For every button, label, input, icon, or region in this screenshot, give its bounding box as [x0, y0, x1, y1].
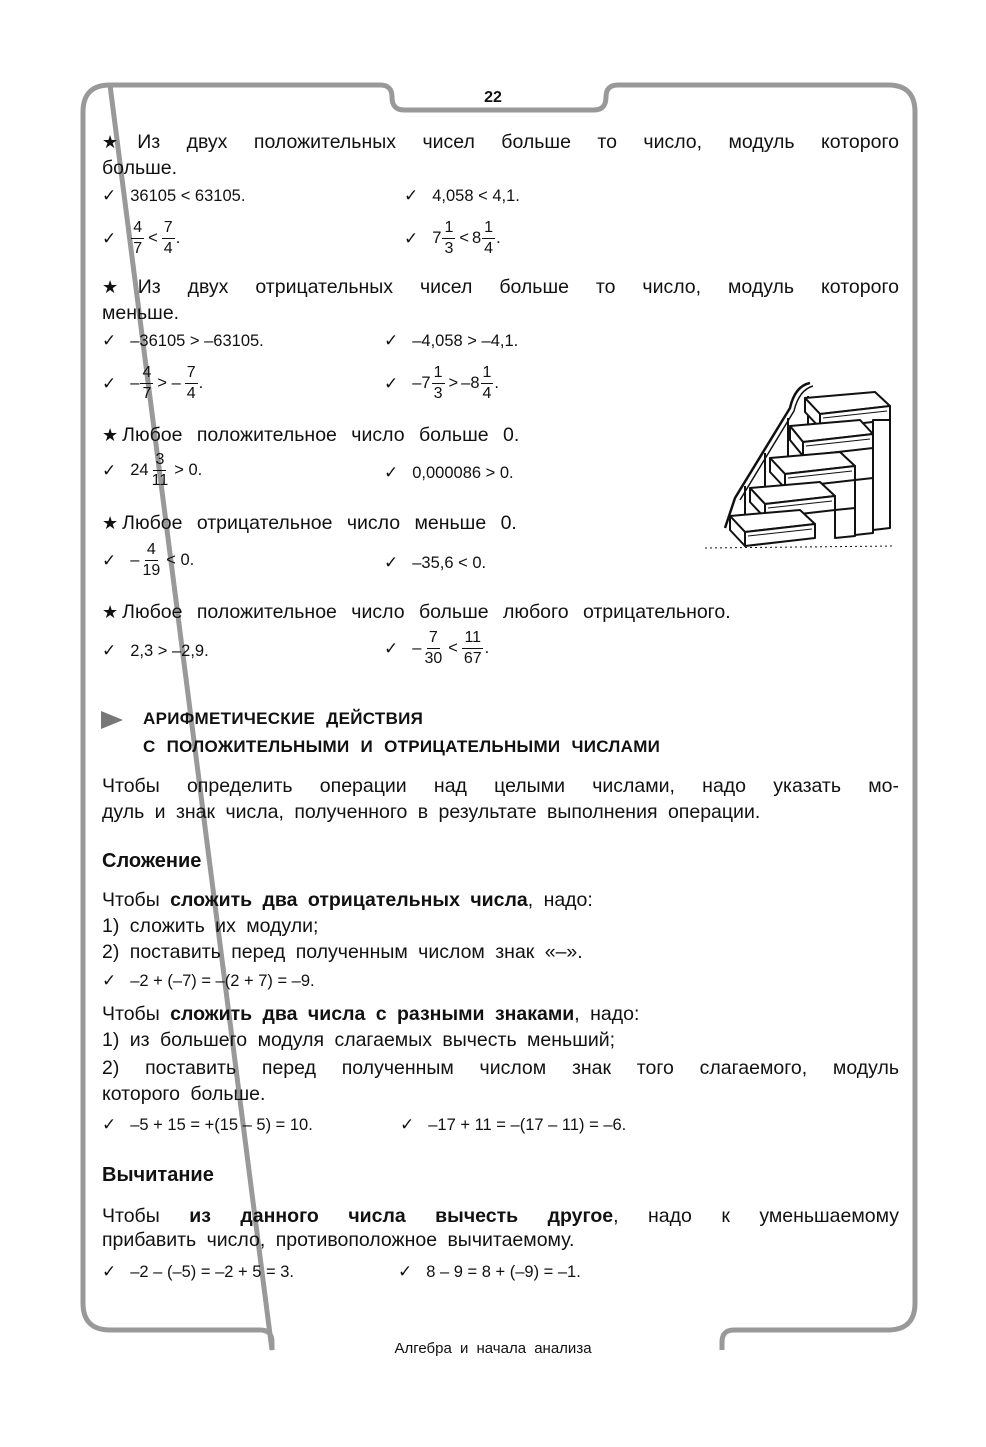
example-r1c: ✓ $\frac{4}{7}$ < $\frac{7}{4}$ . [102, 219, 181, 257]
example-r1a: ✓ 36105 < 63105. [102, 186, 246, 206]
check-icon: ✓ [384, 553, 399, 573]
check-icon: ✓ [384, 373, 399, 394]
rule-1-line-1: ★ Из двух положительных чисел больше то число, модуль которого [102, 131, 899, 153]
section-arrow-icon [99, 709, 125, 731]
rule-2-line-2: меньше. [102, 302, 180, 324]
example-r2c: ✓ – $\frac{4}{7}$ > – $\frac{7}{4}$ . [102, 364, 204, 402]
addition-example-2: ✓ –5 + 15 = +(15 – 5) = 10. [102, 1115, 313, 1135]
star-icon: ★ [102, 277, 134, 297]
example-r3a: ✓ 24 $\frac{3}{11}$ > 0. [102, 451, 203, 489]
check-icon: ✓ [102, 641, 117, 661]
fraction: $\frac{4}{7}$ [142, 364, 152, 402]
footer-title: Алгебра и начала анализа [394, 1340, 592, 1357]
check-icon: ✓ [102, 1262, 117, 1282]
fraction: $\frac{7}{4}$ [186, 364, 196, 402]
check-icon: ✓ [400, 1115, 415, 1135]
example-r5a: ✓ 2,3 > –2,9. [102, 641, 209, 661]
rule-5: ★ Любое положительное число больше любого отрицательного. [102, 601, 731, 623]
check-icon: ✓ [384, 331, 399, 351]
check-icon: ✓ [404, 186, 419, 206]
section-intro-line-1: Чтобы определить операции над целыми числами, надо указать мо- [102, 775, 899, 797]
example-r2b: ✓ –4,058 > –4,1. [384, 331, 519, 351]
fraction: $\frac{7}{30}$ [424, 629, 443, 667]
check-icon: ✓ [404, 228, 419, 249]
addition-step-3: 1) из большего модуля слагаемых вычесть меньший; [102, 1029, 616, 1051]
star-icon: ★ [102, 602, 119, 622]
fraction: $\frac{3}{11}$ [151, 451, 169, 489]
section-title-line-1: АРИФМЕТИЧЕСКИЕ ДЕЙСТВИЯ [143, 709, 424, 728]
fraction: $\frac{7}{4}$ [163, 219, 173, 257]
section-title-line-2: С ПОЛОЖИТЕЛЬНЫМИ И ОТРИЦАТЕЛЬНЫМИ ЧИСЛАМИ [143, 737, 661, 756]
example-r4a: ✓ – $\frac{4}{19}$ < 0. [102, 541, 195, 579]
stairs-of-books-illustration [695, 378, 910, 558]
addition-example-3: ✓ –17 + 11 = –(17 – 11) = –6. [400, 1115, 627, 1135]
fraction: $\frac{1}{4}$ [484, 219, 494, 257]
check-icon: ✓ [102, 186, 117, 206]
check-icon: ✓ [102, 971, 117, 991]
fraction: $\frac{4}{7}$ [133, 219, 143, 257]
check-icon: ✓ [102, 460, 117, 481]
addition-step-4-line-1: 2) поставить перед полученным числом знак того слагаемого, модуль [102, 1057, 899, 1079]
check-icon: ✓ [384, 638, 399, 659]
star-icon: ★ [102, 132, 134, 152]
rule-2-line-1: ★ Из двух отрицательных чисел больше то число, модуль которого [102, 276, 899, 298]
check-icon: ✓ [102, 1115, 117, 1135]
rule-4: ★ Любое отрицательное число меньше 0. [102, 512, 517, 534]
fraction: $\frac{1}{3}$ [444, 219, 454, 257]
subtraction-example-2: ✓ 8 – 9 = 8 + (–9) = –1. [398, 1262, 581, 1282]
example-r3b: ✓ 0,000086 > 0. [384, 463, 514, 483]
star-icon: ★ [102, 425, 119, 445]
check-icon: ✓ [102, 228, 117, 249]
subtraction-rule-line-1: Чтобы из данного числа вычесть другое, надо к уменьшаемому [102, 1205, 900, 1227]
check-icon: ✓ [384, 463, 399, 483]
fraction: $\frac{1}{3}$ [433, 364, 443, 402]
subtraction-title: Вычитание [102, 1164, 214, 1186]
check-icon: ✓ [102, 331, 117, 351]
example-r2a: ✓ –36105 > –63105. [102, 331, 264, 351]
addition-example-1: ✓ –2 + (–7) = –(2 + 7) = –9. [102, 971, 315, 991]
section-intro-line-2: дуль и знак числа, полученного в результате выполнения операции. [102, 801, 761, 823]
example-r5b: ✓ – $\frac{7}{30}$ < $\frac{11}{67}$ . [384, 629, 490, 667]
fraction: $\frac{4}{19}$ [142, 541, 161, 579]
example-r4b: ✓ –35,6 < 0. [384, 553, 487, 573]
check-icon: ✓ [398, 1262, 413, 1282]
fraction: $\frac{1}{4}$ [482, 364, 492, 402]
check-icon: ✓ [102, 373, 117, 394]
example-r2d: ✓ –7 $\frac{1}{3}$ > –8 $\frac{1}{4}$ . [384, 364, 500, 402]
fraction: $\frac{11}{67}$ [463, 629, 482, 667]
example-r1d: ✓ 7 $\frac{1}{3}$ < 8 $\frac{1}{4}$ . [404, 219, 501, 257]
addition-rule-1: Чтобы сложить два отрицательных числа, надо: [102, 889, 593, 911]
addition-title: Сложение [102, 850, 202, 872]
addition-rule-2: Чтобы сложить два числа с разными знаками, надо: [102, 1003, 640, 1025]
example-r1b: ✓ 4,058 < 4,1. [404, 186, 520, 206]
page-number: 22 [484, 89, 502, 106]
star-icon: ★ [102, 513, 119, 533]
addition-step-2: 2) поставить перед полученным числом знак «–». [102, 941, 583, 963]
check-icon: ✓ [102, 550, 117, 571]
rule-1-line-2: больше. [102, 157, 178, 179]
subtraction-example-1: ✓ –2 – (–5) = –2 + 5 = 3. [102, 1262, 294, 1282]
addition-step-1: 1) сложить их модули; [102, 915, 319, 937]
subtraction-rule-line-2: прибавить число, противоположное вычитаемому. [102, 1229, 575, 1251]
addition-step-4-line-2: которого больше. [102, 1083, 266, 1105]
rule-3: ★ Любое положительное число больше 0. [102, 424, 520, 446]
